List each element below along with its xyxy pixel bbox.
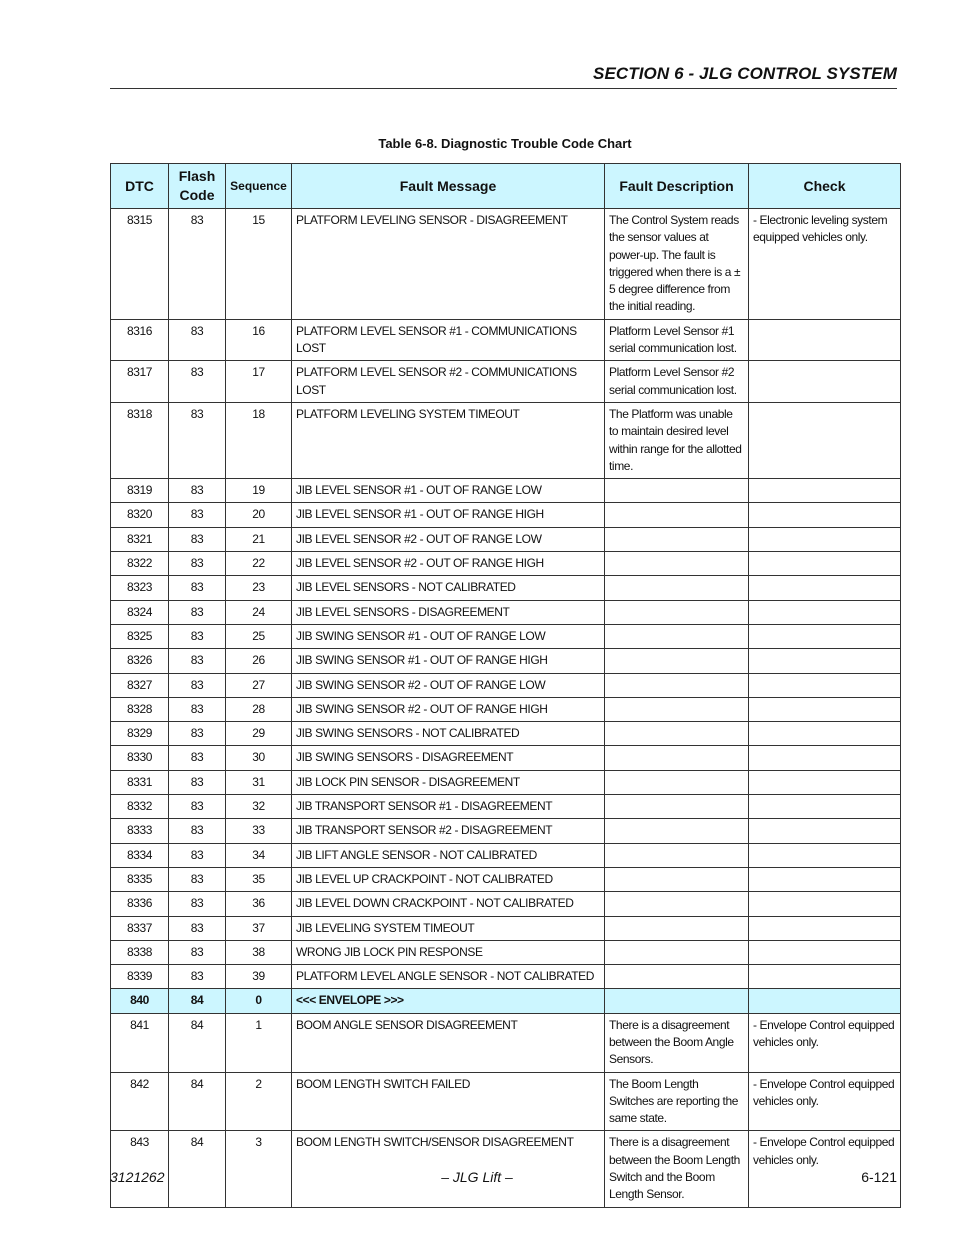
sequence-cell: 3 (226, 1131, 292, 1207)
flash-code-cell: 83 (169, 209, 226, 320)
flash-code-cell: 83 (169, 649, 226, 673)
check-cell (749, 479, 901, 503)
table-row (111, 1013, 901, 1072)
fault-description-cell (605, 770, 749, 794)
table-row (111, 576, 901, 600)
sequence-cell: 22 (226, 552, 292, 576)
check-cell (749, 989, 901, 1013)
check-cell (749, 527, 901, 551)
fault-message-cell: JIB TRANSPORT SENSOR #2 - DISAGREEMENT (292, 819, 605, 843)
table-row (111, 843, 901, 867)
flash-code-cell: 83 (169, 965, 226, 989)
fault-description-cell (605, 479, 749, 503)
flash-code-cell: 83 (169, 600, 226, 624)
flash-code-cell: 83 (169, 940, 226, 964)
dtc-cell: 8320 (111, 503, 169, 527)
table-row (111, 649, 901, 673)
table-row (111, 319, 901, 361)
fault-message-cell: JIB LIFT ANGLE SENSOR - NOT CALIBRATED (292, 843, 605, 867)
table-row (111, 673, 901, 697)
dtc-cell: 8324 (111, 600, 169, 624)
sequence-cell: 16 (226, 319, 292, 361)
dtc-cell: 8323 (111, 576, 169, 600)
flash-code-cell: 83 (169, 552, 226, 576)
fault-message-cell: PLATFORM LEVELING SYSTEM TIMEOUT (292, 402, 605, 478)
fault-description-cell: Platform Level Sensor #1 serial communication lost. (605, 319, 749, 361)
fault-description-cell (605, 722, 749, 746)
flash-code-cell: 83 (169, 624, 226, 648)
table-title: Table 6-8. Diagnostic Trouble Code Chart (378, 136, 632, 151)
flash-code-cell: 83 (169, 479, 226, 503)
check-cell (749, 722, 901, 746)
dtc-cell: 8333 (111, 819, 169, 843)
fault-description-cell (605, 843, 749, 867)
table-row (111, 867, 901, 891)
flash-code-cell: 84 (169, 1131, 226, 1207)
sequence-cell: 1 (226, 1013, 292, 1072)
flash-code-cell: 83 (169, 697, 226, 721)
table-row (111, 989, 901, 1013)
check-cell (749, 361, 901, 403)
dtc-cell: 8326 (111, 649, 169, 673)
table-row (111, 770, 901, 794)
dtc-cell: 8337 (111, 916, 169, 940)
table-row (111, 209, 901, 320)
check-cell (749, 746, 901, 770)
sequence-cell: 39 (226, 965, 292, 989)
table-row (111, 795, 901, 819)
flash-code-cell: 83 (169, 867, 226, 891)
check-cell (749, 916, 901, 940)
check-cell: - Electronic leveling system equipped vehicles only. (749, 209, 901, 320)
table-header-row (111, 164, 901, 209)
fault-message-cell: JIB SWING SENSOR #1 - OUT OF RANGE HIGH (292, 649, 605, 673)
check-cell (749, 673, 901, 697)
fault-message-cell: JIB SWING SENSOR #2 - OUT OF RANGE LOW (292, 673, 605, 697)
table-row (111, 402, 901, 478)
check-cell (749, 624, 901, 648)
dtc-cell: 8339 (111, 965, 169, 989)
fault-message-cell: BOOM ANGLE SENSOR DISAGREEMENT (292, 1013, 605, 1072)
column-header-dtc: DTC (111, 164, 169, 209)
fault-message-cell: JIB LEVEL SENSOR #2 - OUT OF RANGE HIGH (292, 552, 605, 576)
flash-code-cell: 84 (169, 1013, 226, 1072)
check-cell (749, 552, 901, 576)
check-cell (749, 649, 901, 673)
check-cell (749, 795, 901, 819)
dtc-cell: 8319 (111, 479, 169, 503)
column-header-sequence: Sequence (226, 164, 292, 209)
flash-code-cell: 83 (169, 746, 226, 770)
sequence-cell: 18 (226, 402, 292, 478)
dtc-cell: 8331 (111, 770, 169, 794)
dtc-cell: 842 (111, 1072, 169, 1131)
table-row (111, 892, 901, 916)
sequence-cell: 0 (226, 989, 292, 1013)
fault-message-cell: PLATFORM LEVELING SENSOR - DISAGREEMENT (292, 209, 605, 320)
check-cell (749, 892, 901, 916)
flash-code-cell: 84 (169, 989, 226, 1013)
fault-description-cell (605, 552, 749, 576)
fault-message-cell: JIB LEVEL SENSOR #1 - OUT OF RANGE HIGH (292, 503, 605, 527)
column-header-flash-code: Flash Code (169, 164, 226, 209)
fault-description-cell (605, 965, 749, 989)
table-row (111, 819, 901, 843)
fault-message-cell: JIB LEVEL UP CRACKPOINT - NOT CALIBRATED (292, 867, 605, 891)
dtc-cell: 8332 (111, 795, 169, 819)
fault-description-cell (605, 989, 749, 1013)
fault-description-cell (605, 624, 749, 648)
fault-description-cell (605, 746, 749, 770)
sequence-cell: 29 (226, 722, 292, 746)
sequence-cell: 38 (226, 940, 292, 964)
fault-description-cell (605, 503, 749, 527)
fault-message-cell: JIB LEVEL SENSOR #2 - OUT OF RANGE LOW (292, 527, 605, 551)
flash-code-cell: 83 (169, 402, 226, 478)
fault-message-cell: JIB TRANSPORT SENSOR #1 - DISAGREEMENT (292, 795, 605, 819)
column-header-fault-message: Fault Message (292, 164, 605, 209)
dtc-cell: 8318 (111, 402, 169, 478)
fault-description-cell (605, 697, 749, 721)
dtc-cell: 8338 (111, 940, 169, 964)
sequence-cell: 26 (226, 649, 292, 673)
fault-description-cell (605, 576, 749, 600)
check-cell (749, 819, 901, 843)
table-row (111, 503, 901, 527)
check-cell (749, 770, 901, 794)
fault-description-cell: There is a disagreement between the Boom Length Switch and the Boom Length Sensor. (605, 1131, 749, 1207)
sequence-cell: 37 (226, 916, 292, 940)
sequence-cell: 34 (226, 843, 292, 867)
dtc-cell: 841 (111, 1013, 169, 1072)
fault-message-cell: JIB LEVELING SYSTEM TIMEOUT (292, 916, 605, 940)
fault-message-cell: JIB LEVEL DOWN CRACKPOINT - NOT CALIBRATED (292, 892, 605, 916)
fault-description-cell (605, 892, 749, 916)
fault-description-cell (605, 795, 749, 819)
section-title: SECTION 6 - JLG CONTROL SYSTEM (593, 64, 897, 83)
dtc-cell: 8316 (111, 319, 169, 361)
fault-message-cell: PLATFORM LEVEL ANGLE SENSOR - NOT CALIBRATED (292, 965, 605, 989)
column-header-fault-description: Fault Description (605, 164, 749, 209)
check-cell: - Envelope Control equipped vehicles only. (749, 1072, 901, 1131)
fault-description-cell (605, 673, 749, 697)
check-cell (749, 867, 901, 891)
dtc-cell: 8322 (111, 552, 169, 576)
fault-description-cell: The Control System reads the sensor values at power-up. The fault is triggered when there is a ± 5 degree difference from the initial reading. (605, 209, 749, 320)
fault-description-cell: There is a disagreement between the Boom Angle Sensors. (605, 1013, 749, 1072)
dtc-cell: 8321 (111, 527, 169, 551)
check-cell (749, 940, 901, 964)
flash-code-cell: 83 (169, 795, 226, 819)
fault-message-cell: JIB LEVEL SENSORS - DISAGREEMENT (292, 600, 605, 624)
fault-description-cell (605, 527, 749, 551)
fault-message-cell: JIB SWING SENSOR #1 - OUT OF RANGE LOW (292, 624, 605, 648)
flash-code-cell: 83 (169, 319, 226, 361)
header-divider (110, 88, 897, 89)
fault-description-cell (605, 940, 749, 964)
fault-message-cell: PLATFORM LEVEL SENSOR #2 - COMMUNICATIONS LOST (292, 361, 605, 403)
sequence-cell: 19 (226, 479, 292, 503)
flash-code-cell: 83 (169, 576, 226, 600)
dtc-cell: 8330 (111, 746, 169, 770)
dtc-cell: 8329 (111, 722, 169, 746)
dtc-cell: 8328 (111, 697, 169, 721)
flash-code-cell: 84 (169, 1072, 226, 1131)
table-row (111, 552, 901, 576)
table-row (111, 697, 901, 721)
dtc-cell: 840 (111, 989, 169, 1013)
sequence-cell: 32 (226, 795, 292, 819)
dtc-cell: 8336 (111, 892, 169, 916)
table-row (111, 940, 901, 964)
fault-description-cell (605, 649, 749, 673)
table-row (111, 600, 901, 624)
publisher-name: – JLG Lift – (441, 1169, 513, 1185)
table-row (111, 722, 901, 746)
fault-description-cell (605, 600, 749, 624)
check-cell (749, 697, 901, 721)
check-cell (749, 600, 901, 624)
sequence-cell: 15 (226, 209, 292, 320)
check-cell (749, 843, 901, 867)
check-cell (749, 576, 901, 600)
check-cell (749, 402, 901, 478)
dtc-cell: 8317 (111, 361, 169, 403)
dtc-cell: 8325 (111, 624, 169, 648)
table-row (111, 965, 901, 989)
table-row (111, 746, 901, 770)
sequence-cell: 25 (226, 624, 292, 648)
fault-message-cell: WRONG JIB LOCK PIN RESPONSE (292, 940, 605, 964)
sequence-cell: 23 (226, 576, 292, 600)
sequence-cell: 30 (226, 746, 292, 770)
flash-code-cell: 83 (169, 503, 226, 527)
table-row (111, 361, 901, 403)
sequence-cell: 2 (226, 1072, 292, 1131)
table-body (111, 209, 901, 1208)
dtc-cell: 8315 (111, 209, 169, 320)
fault-description-cell (605, 819, 749, 843)
flash-code-cell: 83 (169, 843, 226, 867)
fault-message-cell: JIB SWING SENSORS - NOT CALIBRATED (292, 722, 605, 746)
sequence-cell: 28 (226, 697, 292, 721)
flash-code-cell: 83 (169, 770, 226, 794)
table-row (111, 479, 901, 503)
flash-code-cell: 83 (169, 361, 226, 403)
sequence-cell: 33 (226, 819, 292, 843)
sequence-cell: 24 (226, 600, 292, 624)
dtc-cell: 8335 (111, 867, 169, 891)
fault-description-cell: Platform Level Sensor #2 serial communication lost. (605, 361, 749, 403)
fault-message-cell: JIB LEVEL SENSORS - NOT CALIBRATED (292, 576, 605, 600)
check-cell (749, 965, 901, 989)
table-row (111, 916, 901, 940)
sequence-cell: 21 (226, 527, 292, 551)
fault-message-cell: JIB LOCK PIN SENSOR - DISAGREEMENT (292, 770, 605, 794)
fault-message-cell: JIB SWING SENSORS - DISAGREEMENT (292, 746, 605, 770)
check-cell: - Envelope Control equipped vehicles only. (749, 1131, 901, 1207)
fault-message-cell: BOOM LENGTH SWITCH FAILED (292, 1072, 605, 1131)
fault-description-cell: The Boom Length Switches are reporting the same state. (605, 1072, 749, 1131)
check-cell: - Envelope Control equipped vehicles only. (749, 1013, 901, 1072)
sequence-cell: 36 (226, 892, 292, 916)
flash-code-cell: 83 (169, 916, 226, 940)
dtc-cell: 8327 (111, 673, 169, 697)
document-number: 3121262 (110, 1169, 165, 1185)
fault-description-cell (605, 916, 749, 940)
table-row (111, 527, 901, 551)
fault-description-cell (605, 867, 749, 891)
sequence-cell: 31 (226, 770, 292, 794)
check-cell (749, 503, 901, 527)
page-number: 6-121 (861, 1169, 897, 1185)
flash-code-cell: 83 (169, 819, 226, 843)
flash-code-cell: 83 (169, 722, 226, 746)
sequence-cell: 35 (226, 867, 292, 891)
flash-code-cell: 83 (169, 673, 226, 697)
dtc-cell: 843 (111, 1131, 169, 1207)
table-row (111, 624, 901, 648)
fault-message-cell: BOOM LENGTH SWITCH/SENSOR DISAGREEMENT (292, 1131, 605, 1207)
fault-message-cell: JIB LEVEL SENSOR #1 - OUT OF RANGE LOW (292, 479, 605, 503)
flash-code-cell: 83 (169, 527, 226, 551)
sequence-cell: 17 (226, 361, 292, 403)
diagnostic-trouble-code-table (110, 163, 901, 1208)
table-row (111, 1072, 901, 1131)
sequence-cell: 20 (226, 503, 292, 527)
fault-message-cell: PLATFORM LEVEL SENSOR #1 - COMMUNICATIONS LOST (292, 319, 605, 361)
fault-description-cell: The Platform was unable to maintain desired level within range for the allotted time. (605, 402, 749, 478)
check-cell (749, 319, 901, 361)
fault-message-cell: JIB SWING SENSOR #2 - OUT OF RANGE HIGH (292, 697, 605, 721)
sequence-cell: 27 (226, 673, 292, 697)
flash-code-cell: 83 (169, 892, 226, 916)
dtc-cell: 8334 (111, 843, 169, 867)
column-header-check: Check (749, 164, 901, 209)
fault-message-cell: <<< ENVELOPE >>> (292, 989, 605, 1013)
